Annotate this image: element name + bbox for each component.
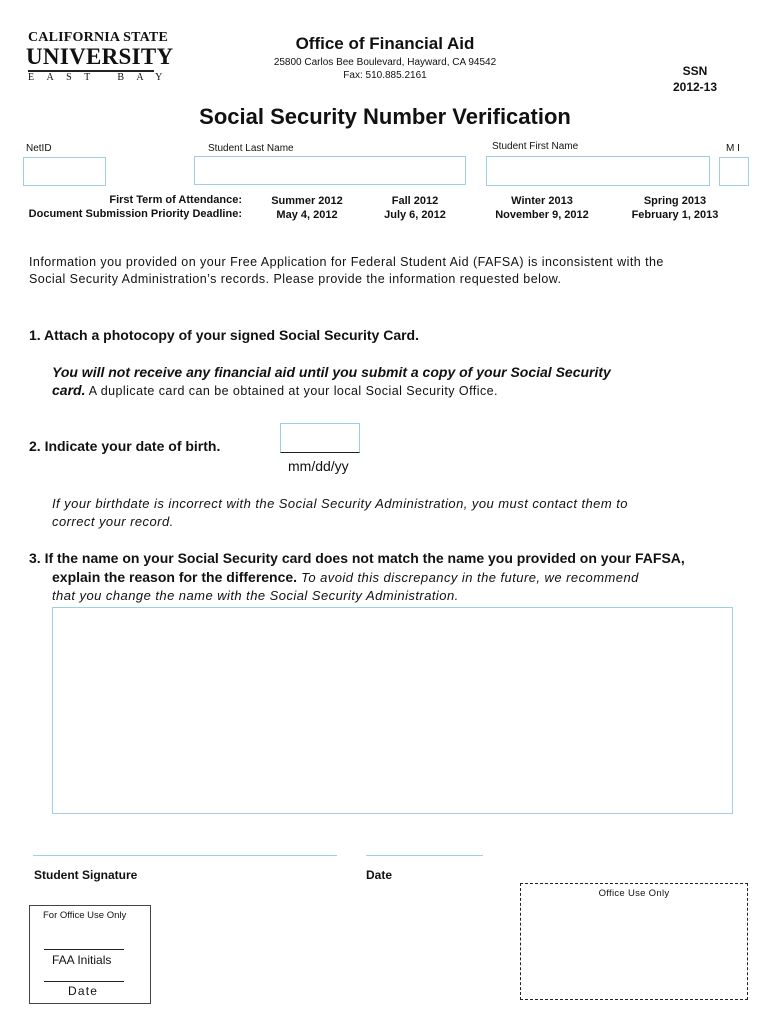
logo-line-3: EAST BAY — [28, 72, 175, 83]
term-deadline: May 4, 2012 — [276, 209, 338, 221]
student-signature-line[interactable] — [33, 855, 337, 856]
intro-line-2: Social Security Administration’s records. Please provide the information requested below. — [29, 272, 562, 286]
netid-label: NetID — [26, 143, 52, 154]
term-spring — [620, 194, 730, 222]
page-title: Social Security Number Verification — [199, 104, 571, 129]
dob-format-hint: mm/dd/yy — [288, 458, 349, 474]
office-fax: Fax: 510.885.2161 — [343, 70, 427, 81]
csueb-logo — [26, 30, 175, 83]
first-name-field[interactable] — [486, 156, 710, 186]
term-deadline: November 9, 2012 — [495, 209, 589, 221]
step-3-explain: explain the reason for the difference. — [52, 569, 298, 585]
step-1-warning-line-2 — [52, 382, 498, 400]
faa-initials-line — [44, 949, 124, 950]
term-deadline: February 1, 2013 — [631, 209, 719, 221]
term-winter — [486, 194, 598, 222]
step-2-note-line-2: correct your record. — [52, 514, 174, 529]
step-3-line-1: 3. If the name on your Social Security card does not match the name you provided on your FAFSA, — [29, 550, 685, 566]
deadline-label: Document Submission Priority Deadline: — [28, 208, 242, 220]
step-1-warning-line-1: You will not receive any financial aid until you submit a copy of your Social Security — [52, 364, 611, 380]
term-name: Spring 2013 — [643, 195, 707, 207]
step-3-line-2 — [52, 569, 639, 587]
office-use-box-right — [520, 883, 748, 1000]
step-2-note-line-1: If your birthdate is incorrect with the Social Security Administration, you must contact them to — [52, 496, 628, 511]
dob-field[interactable] — [280, 423, 360, 453]
step-1-warning-card: card. — [52, 382, 86, 398]
first-term-label: First Term of Attendance: — [109, 194, 242, 206]
mi-field[interactable] — [719, 157, 749, 186]
date-line[interactable] — [366, 855, 483, 856]
date-label: Date — [366, 868, 393, 882]
step-2-heading: 2. Indicate your date of birth. — [29, 438, 221, 454]
term-summer — [262, 194, 352, 222]
step-3-line-3: that you change the name with the Social Security Administration. — [52, 588, 459, 603]
term-deadline: July 6, 2012 — [384, 209, 446, 221]
office-use-title-left: For Office Use Only — [43, 910, 127, 921]
step-1-duplicate-note: A duplicate card can be obtained at your local Social Security Office. — [85, 384, 498, 398]
term-name: Summer 2012 — [271, 195, 343, 207]
logo-line-2: UNIVERSITY — [26, 44, 174, 69]
last-name-label: Student Last Name — [208, 143, 294, 154]
form-code: SSN — [682, 64, 708, 78]
student-signature-label: Student Signature — [34, 868, 138, 882]
office-address: 25800 Carlos Bee Boulevard, Hayward, CA 94542 — [273, 57, 497, 68]
step-1-heading: 1. Attach a photocopy of your signed Social Security Card. — [29, 327, 419, 343]
term-name: Winter 2013 — [511, 195, 573, 207]
office-use-title-right: Office Use Only — [598, 888, 670, 899]
faa-initials-label: FAA Initials — [52, 953, 112, 967]
office-name: Office of Financial Aid — [295, 34, 475, 53]
intro-line-1: Information you provided on your Free Application for Federal Student Aid (FAFSA) is inconsistent with the — [29, 255, 664, 269]
name-explanation-textarea[interactable] — [52, 607, 733, 814]
logo-line-1: CALIFORNIA STATE — [28, 30, 168, 45]
term-name: Fall 2012 — [391, 195, 439, 207]
step-3-recommend: To avoid this discrepancy in the future, we recommend — [297, 570, 639, 585]
office-date-line — [44, 981, 124, 982]
office-date-label: Date — [68, 984, 99, 998]
mi-label: M I — [726, 143, 740, 154]
term-fall — [370, 194, 460, 222]
last-name-field[interactable] — [194, 156, 466, 185]
first-name-label: Student First Name — [492, 141, 579, 152]
netid-field[interactable] — [23, 157, 106, 186]
form-year: 2012-13 — [672, 80, 718, 94]
office-use-box-left — [29, 905, 151, 1004]
